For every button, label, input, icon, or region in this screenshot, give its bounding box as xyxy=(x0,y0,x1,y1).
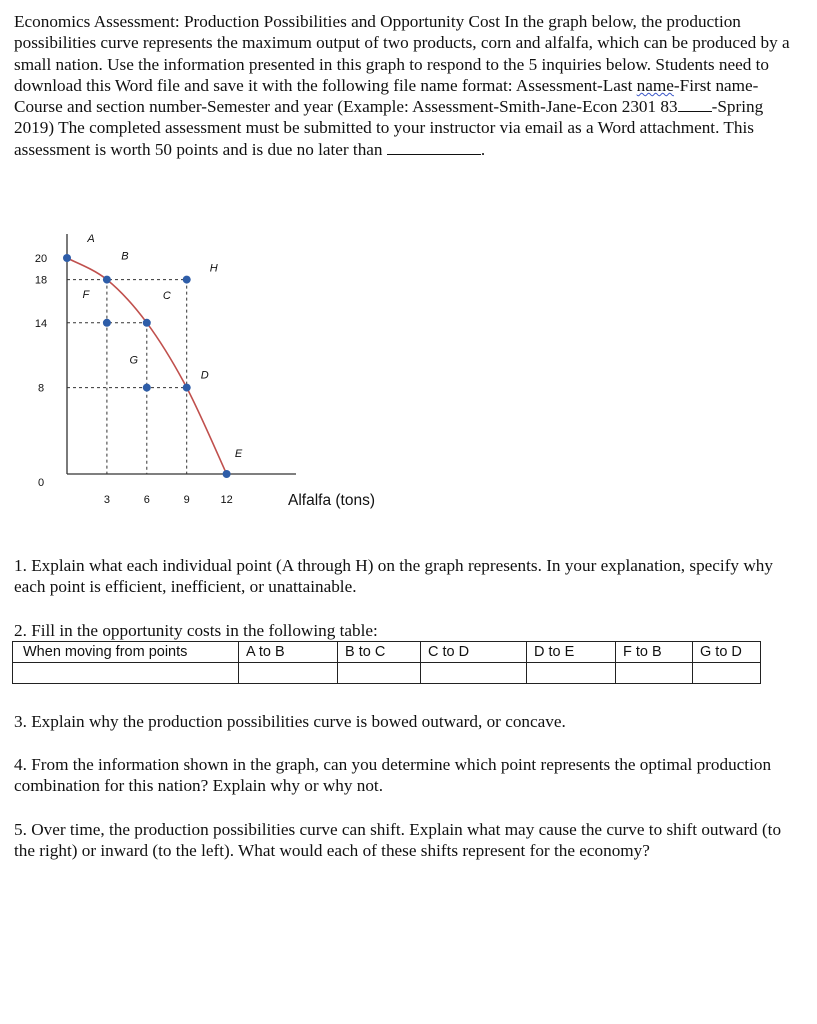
y-tick-label: 0 xyxy=(37,477,45,489)
table-answer-cell[interactable] xyxy=(338,663,421,684)
table-answer-cell[interactable] xyxy=(693,663,761,684)
table-header-row xyxy=(13,642,761,663)
table-answer-cell[interactable] xyxy=(239,663,338,684)
section-blank[interactable] xyxy=(678,97,712,112)
question-4: 4. From the information shown in the graph, can you determine which point represents the optimal production combination for this nation? Explain why or why not. xyxy=(14,755,772,796)
y-tick-label: 8 xyxy=(37,382,45,395)
question-1: 1. Explain what each individual point (A through H) on the graph represents. In your explanation, specify why each point is efficient, inefficient, or unattainable. xyxy=(14,556,773,597)
table-answer-row xyxy=(13,663,761,684)
question-3: 3. Explain why the production possibilities curve is bowed outward, or concave. xyxy=(14,712,566,731)
x-axis-label: Alfalfa (tons) xyxy=(288,492,376,509)
point-f xyxy=(103,319,111,327)
table-header-cell: C to D xyxy=(421,642,527,663)
x-tick-label: 6 xyxy=(143,494,150,506)
table-header-cell: B to C xyxy=(338,642,421,663)
point-label-b: B xyxy=(121,250,129,263)
table-answer-cell[interactable] xyxy=(421,663,527,684)
table-header-cell: G to D xyxy=(693,642,761,663)
point-label-d: D xyxy=(200,369,209,382)
y-tick-label: 14 xyxy=(34,317,48,330)
ppc-graph xyxy=(0,220,430,520)
table-header-cell: F to B xyxy=(616,642,693,663)
x-tick-labels xyxy=(104,494,233,506)
question-2: 2. Fill in the opportunity costs in the following table: xyxy=(14,621,378,640)
point-label-e: E xyxy=(234,448,243,460)
table-answer-cell[interactable] xyxy=(13,663,239,684)
intro-squiggle-word: name xyxy=(636,75,674,95)
intro-end: . xyxy=(480,139,486,159)
x-tick-label: 3 xyxy=(103,494,110,506)
y-tick-labels xyxy=(35,253,47,489)
opportunity-cost-table xyxy=(12,641,761,684)
point-label-h: H xyxy=(209,262,218,275)
guide-lines xyxy=(67,280,187,474)
point-label-f: F xyxy=(82,288,90,301)
table-answer-cell[interactable] xyxy=(616,663,693,684)
point-c xyxy=(143,319,151,327)
point-b xyxy=(103,276,111,284)
intro-text-1: Economics Assessment: Production Possibilities and Opportunity Cost In the graph below, the production possibilities curve represents the maximum output of two products, corn and alfalfa, which can be produced by a small nation. Use the information presented in this graph to respond to the 5 inquiries below. Students need to download this Word file and save it with the following file name format: Assessment-Last xyxy=(14,12,790,95)
point-h xyxy=(183,276,191,284)
y-tick-label: 20 xyxy=(34,253,48,265)
point-label-a: A xyxy=(87,233,95,245)
question-5: 5. Over time, the production possibilities curve can shift. Explain what may cause the curve to shift outward (to the right) or inward (to the left). What would each of these shifts represent for the economy? xyxy=(14,820,782,861)
point-label-g: G xyxy=(129,354,139,367)
point-label-c: C xyxy=(162,289,171,302)
intro-paragraph xyxy=(14,11,804,160)
table-header-cell: A to B xyxy=(239,642,338,663)
point-g xyxy=(143,384,151,392)
table-header-cell: When moving from points xyxy=(13,642,239,663)
x-tick-label: 12 xyxy=(220,494,233,506)
table-answer-cell[interactable] xyxy=(527,663,616,684)
x-tick-label: 9 xyxy=(183,494,190,506)
due-date-blank[interactable] xyxy=(387,140,481,155)
table-header-cell: D to E xyxy=(527,642,616,663)
point-d xyxy=(183,384,191,392)
intro-text-2: -First name-Course and section number-Semester and year (Example: Assessment-Smith-Jane-Econ 2301 83 xyxy=(14,75,759,117)
y-tick-label: 18 xyxy=(34,274,48,287)
point-e xyxy=(223,470,231,478)
point-a xyxy=(63,254,71,262)
intro-text-3: -Spring 2019) The completed assessment must be submitted to your instructor via email as a Word attachment. This assessment is worth 50 points and is due no later than xyxy=(14,97,764,159)
